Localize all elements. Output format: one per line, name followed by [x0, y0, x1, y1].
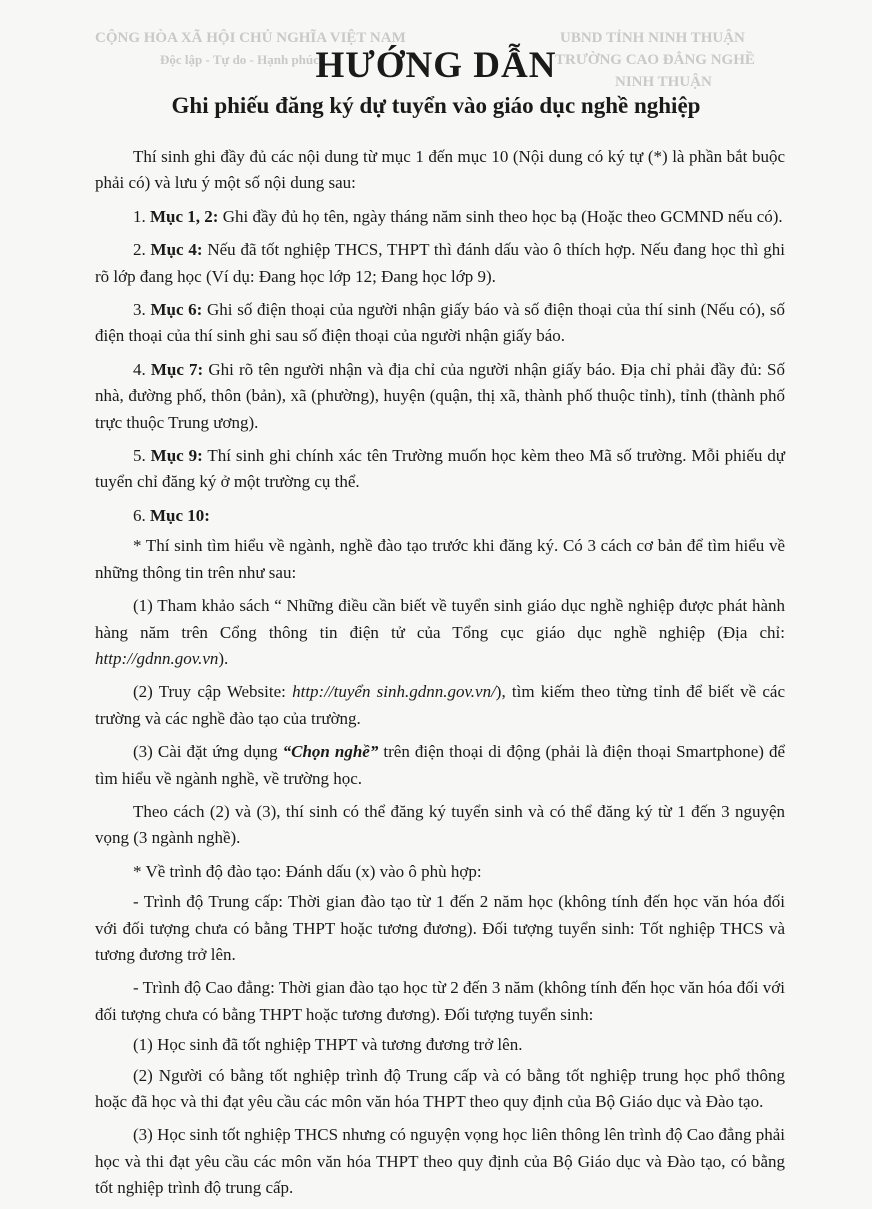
bullet-paragraph: * Về trình độ đào tạo: Đánh dấu (x) vào ô phù hợp:	[133, 861, 482, 881]
bleed-through-text: NINH THUẬN	[615, 74, 712, 90]
bleed-through-text: UBND TỈNH NINH THUẬN	[560, 30, 745, 46]
app-name: “Chọn nghề”	[282, 742, 379, 762]
item-text: Ghi rõ tên người nhận và địa chỉ của người nhận giấy báo. Địa chỉ phải đầy đủ: Số nhà, đường phố, thôn (bản), xã (phường), huyện (quận, thị xã, thành phố thuộc tỉnh), tỉnh (thành phố trực thuộc Trung ương).	[95, 359, 785, 432]
cao-dang-paragraph: - Trình độ Cao đẳng: Thời gian đào tạo học từ 2 đến 3 năm (không tính đến học văn hóa đối với đối tượng chưa có bằng THPT hoặc tương đương). Đối tượng tuyển sinh:	[95, 978, 785, 1024]
item-paragraph	[95, 357, 785, 436]
item-label: Mục 9:	[150, 446, 203, 466]
way-text: ).	[218, 648, 229, 668]
item-paragraph	[95, 204, 785, 230]
theo-cach-paragraph: Theo cách (2) và (3), thí sinh có thể đăng ký tuyển sinh và có thể đăng ký từ 1 đến 3 nguyện vọng (3 ngành nghề).	[95, 801, 785, 848]
item-paragraph	[95, 503, 785, 529]
bleed-through-text: CỘNG HÒA XÃ HỘI CHỦ NGHĨA VIỆT NAM	[95, 30, 406, 46]
item-text: Thí sinh ghi chính xác tên Trường muốn học kèm theo Mã số trường. Mỗi phiếu dự tuyển chỉ đăng ký ở một trường cụ thể.	[95, 446, 786, 492]
gdnn-link: http://gdnn.gov.vn	[95, 648, 219, 668]
bleed-through-text: TRƯỜNG CAO ĐẲNG NGHỀ	[555, 52, 755, 68]
item-number: 3.	[133, 300, 151, 320]
item-label: Mục 7:	[150, 359, 204, 379]
item-paragraph	[95, 297, 785, 350]
item-label: Mục 10:	[150, 505, 210, 525]
way-text: ), tìm kiếm theo từng tỉnh để biết về các trường và các nghề đào tạo của trường.	[95, 682, 785, 728]
cao-dang-criterion: (1) Học sinh đã tốt nghiệp THPT và tương đương trở lên.	[133, 1035, 523, 1055]
document-subtitle: Ghi phiếu đăng ký dự tuyển vào giáo dục nghề nghiệp	[171, 93, 701, 118]
trung-cap-paragraph: - Trình độ Trung cấp: Thời gian đào tạo từ 1 đến 2 năm học (không tính đến học văn hóa đối với đối tượng chưa có bằng THPT hoặc tương đương). Đối tượng tuyển sinh: Tốt nghiệp THCS và tương đương trở lên.	[95, 892, 785, 964]
way-text: trên điện thoại di động (phải là điện thoại Smartphone) để tìm hiểu về ngành nghề, về trường học.	[95, 742, 786, 788]
tuyensinh-link: http://tuyển sinh.gdnn.gov.vn/	[292, 682, 496, 702]
item-number: 4.	[133, 359, 151, 379]
bullet-paragraph: * Thí sinh tìm hiểu về ngành, nghề đào tạo trước khi đăng ký. Có 3 cách cơ bản để tìm hiểu về những thông tin trên như sau:	[95, 536, 785, 582]
way-paragraph	[95, 679, 785, 732]
cao-dang-criterion: (3) Học sinh tốt nghiệp THCS nhưng có nguyện vọng học liên thông lên trình độ Cao đẳng phải học và thi đạt yêu cầu các môn văn hóa THPT theo quy định của Bộ Giáo dục và Đào tạo, có bằng tốt nghiệp trình độ trung cấp.	[95, 1125, 785, 1198]
way-paragraph	[95, 593, 785, 672]
item-number: 2.	[133, 240, 151, 260]
item-paragraph	[95, 443, 785, 496]
item-label: Mục 4:	[150, 240, 203, 260]
item-text: Ghi số điện thoại của người nhận giấy báo và số điện thoại của thí sinh (Nếu có), số điện thoại của thí sinh ghi sau số điện thoại của người nhận giấy báo.	[95, 300, 785, 346]
intro-paragraph: Thí sinh ghi đầy đủ các nội dung từ mục 1 đến mục 10 (Nội dung có ký tự (*) là phần bắt buộc phải có) và lưu ý một số nội dung sau:	[95, 147, 785, 193]
bleed-through-text: Độc lập - Tự do - Hạnh phúc	[160, 52, 319, 67]
item-number: 6.	[133, 505, 150, 525]
document-title: HƯỚNG DẪN	[315, 45, 557, 86]
way-text: (1) Tham khảo sách “ Những điều cần biết về tuyển sinh giáo dục nghề nghiệp được phát hành hàng năm trên Cổng thông tin điện tử của Tổng cục giáo dục nghề nghiệp (Địa chỉ:	[95, 596, 785, 642]
item-label: Mục 6:	[150, 300, 203, 320]
item-paragraph	[95, 237, 785, 290]
item-text: Ghi đầy đủ họ tên, ngày tháng năm sinh theo học bạ (Hoặc theo GCMND nếu có).	[218, 206, 783, 226]
way-paragraph	[95, 739, 785, 792]
item-text: Nếu đã tốt nghiệp THCS, THPT thì đánh dấu vào ô thích hợp. Nếu đang học thì ghi rõ lớp đang học (Ví dụ: Đang học lớp 12; Đang học lớp 9).	[95, 240, 785, 286]
document-body	[95, 144, 785, 1209]
way-text: (2) Truy cập Website:	[133, 682, 293, 702]
item-number: 5.	[133, 446, 151, 466]
item-number: 1.	[133, 206, 150, 226]
way-text: (3) Cài đặt ứng dụng	[133, 742, 283, 762]
cao-dang-criterion: (2) Người có bằng tốt nghiệp trình độ Trung cấp và có bằng tốt nghiệp trung học phổ thông hoặc đã học và thi đạt yêu cầu các môn văn hóa THPT theo quy định của Bộ Giáo dục và Đào tạo.	[95, 1065, 785, 1111]
item-label: Mục 1, 2:	[150, 206, 219, 226]
